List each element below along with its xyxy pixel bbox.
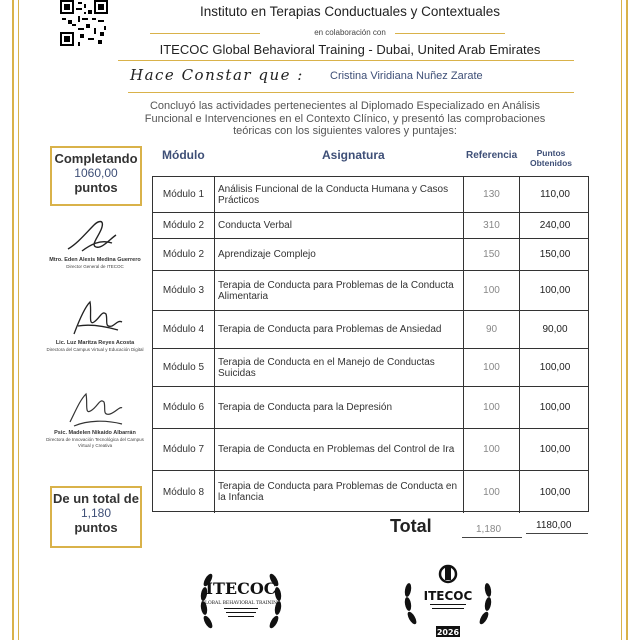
cell-reference: 100 <box>464 271 520 310</box>
header-points: Puntos Obtenidos <box>529 148 573 168</box>
seal-subtitle: GLOBAL BEHAVIORAL TRAINING <box>201 601 281 606</box>
cell-points: 110,00 <box>540 189 570 200</box>
cell-module: Módulo 4 <box>153 311 215 348</box>
cell-subject: Análisis Funcional de la Conducta Humana y Casos Prácticos <box>215 177 464 212</box>
cell-subject: Terapia de Conducta para Problemas de la Conducta Alimentaria <box>215 271 464 310</box>
cell-reference: 100 <box>464 349 520 386</box>
completed-unit: puntos <box>74 180 118 195</box>
total-label: Total <box>390 516 432 536</box>
signature-drawing <box>60 386 130 430</box>
cell-subject: Terapia de Conducta en el Manejo de Conductas Suicidas <box>215 349 464 386</box>
itecoc-seal-left <box>196 560 286 640</box>
signer-name: Lic. Luz Maritza Reyes Acosta <box>55 340 135 346</box>
signature-drawing <box>60 296 130 340</box>
cell-subject: Terapia de Conducta para la Depresión <box>215 387 464 428</box>
divider <box>150 33 260 34</box>
signer-name: Psic. Madelen Nikaido Albarrán <box>54 430 136 436</box>
total-points-underline <box>526 533 588 534</box>
table-row <box>153 349 588 387</box>
cell-points: 150,00 <box>539 249 571 260</box>
signer-role: Director General de ITECOC <box>66 264 124 269</box>
grades-table <box>152 176 589 512</box>
total-reference-underline <box>462 537 522 538</box>
signature-block <box>40 296 150 353</box>
cell-subject: Terapia de Conducta para Problemas de Ansiedad <box>215 311 464 348</box>
total-box-unit: puntos <box>74 520 118 535</box>
certify-label: Hace Constar que : <box>130 66 304 84</box>
cell-points: 100,00 <box>539 362 571 373</box>
total-points-box <box>50 486 142 548</box>
table-row <box>153 471 588 513</box>
cell-module: Módulo 6 <box>153 387 215 428</box>
table-row <box>153 177 588 213</box>
cell-reference: 100 <box>464 429 520 470</box>
table-row <box>153 213 588 239</box>
total-box-value: 1,180 <box>80 506 112 520</box>
cell-reference: 100 <box>464 471 520 513</box>
seal-brand: ITECOC <box>423 589 473 603</box>
cell-subject: Terapia de Conducta para Problemas de Conducta en la Infancia <box>215 471 464 513</box>
cell-module: Módulo 5 <box>153 349 215 386</box>
cell-reference: 100 <box>464 387 520 428</box>
signature-drawing <box>60 215 130 257</box>
cell-module: Módulo 3 <box>153 271 215 310</box>
divider <box>395 33 505 34</box>
completed-value: 1060,00 <box>74 166 118 180</box>
table-row <box>153 429 588 471</box>
cell-module: Módulo 2 <box>153 213 215 238</box>
cell-points: 100,00 <box>539 285 571 296</box>
header-module: Módulo <box>162 148 205 162</box>
cell-subject: Terapia de Conducta en Problemas del Control de Ira <box>215 429 464 470</box>
seal-brand: ITECOC <box>205 579 277 598</box>
table-row <box>153 239 588 271</box>
intro-text: Concluyó las actividades pertenecientes al Diplomado Especializado en Análisis Funcional e Intervenciones en el Contexto Clínico, y presentó las comprobaciones teóricas con los siguientes valores y puntajes: <box>144 100 546 137</box>
signature-block <box>40 386 150 449</box>
seal-year: 2026 <box>436 628 460 637</box>
cell-module: Módulo 7 <box>153 429 215 470</box>
cell-points: 100,00 <box>539 486 571 498</box>
recipient-name: Cristina Viridiana Nuñez Zarate <box>330 70 483 82</box>
signer-role: Directora de Innovación Tecnológica del Campus Virtual y Creativa <box>46 437 144 448</box>
cell-reference: 90 <box>464 311 520 348</box>
table-row <box>153 311 588 349</box>
cell-points: 90,00 <box>542 324 568 335</box>
cell-subject: Conducta Verbal <box>215 213 464 238</box>
cell-points: 100,00 <box>539 402 571 413</box>
signature-block <box>40 215 150 270</box>
header-subject: Asignatura <box>322 148 385 162</box>
cell-subject: Aprendizaje Complejo <box>215 239 464 270</box>
cell-points: 100,00 <box>539 444 571 455</box>
cell-reference: 310 <box>464 213 520 238</box>
cell-module: Módulo 1 <box>153 177 215 212</box>
divider <box>118 60 574 61</box>
itecoc-seal-right <box>400 556 496 640</box>
qr-code <box>60 0 108 46</box>
laurel-seal-graphic <box>400 556 496 640</box>
total-points: 1180,00 <box>536 520 572 531</box>
cell-module: Módulo 2 <box>153 239 215 270</box>
total-reference: 1,180 <box>476 524 502 535</box>
signer-role: Directora del Campus Virtual y Educación Digital <box>46 347 144 352</box>
cell-module: Módulo 8 <box>153 471 215 513</box>
completed-points-box <box>50 146 142 206</box>
partner-title: ITECOC Global Behavioral Training - Dubai, United Arab Emirates <box>159 42 541 57</box>
table-row <box>153 271 588 311</box>
total-box-label: De un total de <box>53 491 139 506</box>
completed-label: Completando <box>54 151 138 166</box>
cell-reference: 130 <box>464 177 520 212</box>
laurel-seal-graphic <box>196 560 286 640</box>
signer-name: Mtro. Eden Alexis Medina Guerrero <box>49 257 141 263</box>
table-row <box>153 387 588 429</box>
cell-reference: 150 <box>464 239 520 270</box>
collaboration-label: en colaboración con <box>314 28 386 37</box>
name-underline <box>128 92 574 93</box>
cell-points: 240,00 <box>539 220 571 231</box>
header-reference: Referencia <box>466 150 518 161</box>
institute-title: Instituto en Terapias Conductuales y Contextuales <box>200 4 500 19</box>
